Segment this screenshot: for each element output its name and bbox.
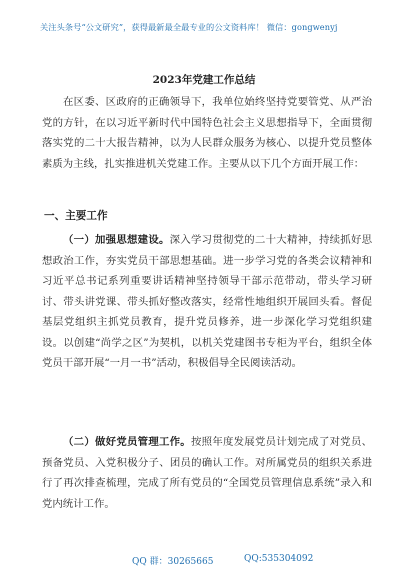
item2-body: 按照年度发展党员计划完成了对党员、预备党员、入党积极分子、团员的确认工作。对所属党员的组织关系进行了再次排查梳理，完成了所有党员的“全国党员管理信息系统”录入和党内统计工作。 xyxy=(42,436,373,510)
paragraph-member-management xyxy=(42,432,372,514)
footer xyxy=(0,554,408,568)
item1-body: 深入学习贯彻党的二十大精神，持续抓好思想政治工作，夯实党员干部思想基础。进一步学习党的各类会议精神和习近平总书记系列重要讲话精神坚持领导干部示范带动，带头学习研讨、带头讲党课、带头抓好整改落实，经常性地组织开展回头看。督促基层党组织主抓党员教育，提升党员修养，进一步深化学习党组织建设。以创建“尚学之区”为契机，以机关党建图书专柜为平台，组织全体党员干部开展“一月一书”活动，积极倡导全民阅读活动。 xyxy=(42,234,373,369)
footer-qq-group: QQ 群：30265665 xyxy=(132,557,214,567)
item1-lead: （一）加强思想建设。 xyxy=(63,234,170,246)
section-heading-main-work: 一、主要工作 xyxy=(44,210,108,222)
paragraph-ideological-construction xyxy=(42,230,372,374)
header-banner: 关注头条号“公文研究”，获得最新最全最专业的公文资料库！ 微信：gongwenyj xyxy=(40,22,338,32)
item2-lead: （二）做好党员管理工作。 xyxy=(63,436,191,448)
footer-qq-contact: QQ:535304092 xyxy=(244,554,314,564)
intro-paragraph: 在区委、区政府的正确领导下，我单位始终坚持党要管党、从严治党的方针，在以习近平新时代中国特色社会主义思想指导下，全面贯彻落实党的二十大报告精神，以为人民群众服务为核心、以提升党员整体素质为主线，扎实推进机关党建工作。主要从以下几个方面开展工作： xyxy=(42,96,372,170)
document-title: 2023年党建工作总结 xyxy=(152,74,256,86)
